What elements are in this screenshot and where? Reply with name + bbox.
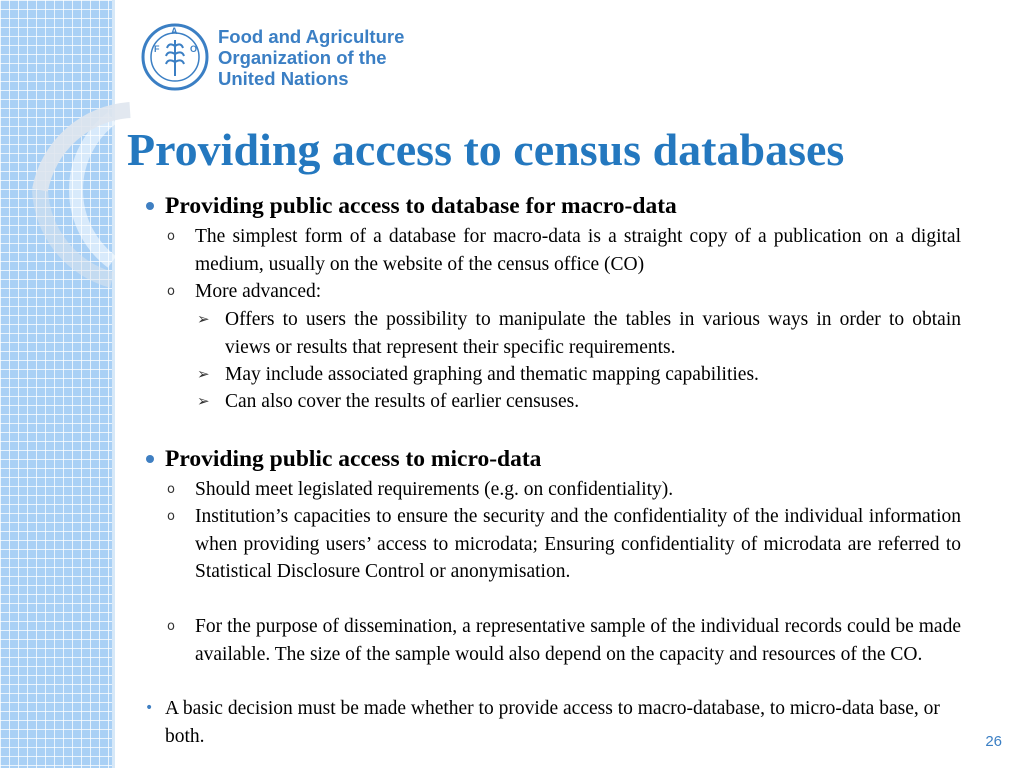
circle-bullet-icon: o <box>167 482 175 497</box>
micro-heading-item <box>165 444 961 474</box>
macro-item-2 <box>167 278 961 306</box>
micro-item-2-text: Institution’s capacities to ensure the security and the confidentiality of the individual information when providing users’ access to microdata; Ensuring confidentiality of microdata are referred to Statistical Disclosure Control or anonymisation. <box>195 506 961 582</box>
micro-item-2 <box>167 503 961 586</box>
svg-text:O: O <box>190 44 198 54</box>
logo-line-3: United Nations <box>218 67 349 89</box>
decision-item <box>145 695 961 750</box>
arrow-bullet-icon: ➢ <box>197 365 210 383</box>
macro-subitem-c-text: Can also cover the results of earlier censuses. <box>225 391 580 412</box>
page-number: 26 <box>985 733 1002 750</box>
decision-text: A basic decision must be made whether to provide access to macro-database, to micro-data base, or both. <box>165 698 940 747</box>
micro-item-3-text: For the purpose of dissemination, a representative sample of the individual records could be made available. The size of the sample would also depend on the capacity and resources of the CO. <box>195 616 961 665</box>
micro-item-1 <box>167 476 961 504</box>
circle-bullet-icon: o <box>167 284 175 299</box>
macro-item-1 <box>167 223 961 278</box>
circle-bullet-icon: o <box>167 619 175 634</box>
dot-bullet-icon: • <box>145 700 154 716</box>
macro-heading: Providing public access to database for macro-data <box>165 193 677 219</box>
arrow-bullet-icon: ➢ <box>197 392 210 410</box>
macro-subitem-b <box>197 361 961 389</box>
macro-item-2-text: More advanced: <box>195 281 322 302</box>
macro-subitem-a-text: Offers to users the possibility to manipulate the tables in various ways in order to obtain views or results that represent their specific requirements. <box>225 309 961 358</box>
svg-text:F: F <box>154 44 160 54</box>
logo-line-1: Food and Agriculture <box>218 25 405 47</box>
micro-heading: Providing public access to micro-data <box>165 446 542 472</box>
fao-emblem-icon <box>140 22 210 92</box>
circle-bullet-icon: o <box>167 229 175 244</box>
fao-logo <box>140 22 404 92</box>
round-bullet-icon <box>146 455 154 463</box>
macro-item-1-text: The simplest form of a database for macro-data is a straight copy of a publication on a digital medium, usually on the website of the census office (CO) <box>195 226 961 275</box>
micro-item-1-text: Should meet legislated requirements (e.g. on confidentiality). <box>195 479 674 500</box>
macro-subitem-b-text: May include associated graphing and thematic mapping capabilities. <box>225 364 759 385</box>
circle-bullet-icon: o <box>167 509 175 524</box>
macro-subitem-a <box>197 306 961 361</box>
logo-line-2: Organization of the <box>218 46 387 68</box>
micro-item-3 <box>167 613 961 668</box>
svg-text:A: A <box>171 26 178 36</box>
macro-heading-item <box>165 191 961 221</box>
macro-subitem-c <box>197 388 961 416</box>
arrow-bullet-icon: ➢ <box>197 310 210 328</box>
slide-title: Providing access to census databases <box>127 124 845 175</box>
round-bullet-icon <box>146 202 154 210</box>
